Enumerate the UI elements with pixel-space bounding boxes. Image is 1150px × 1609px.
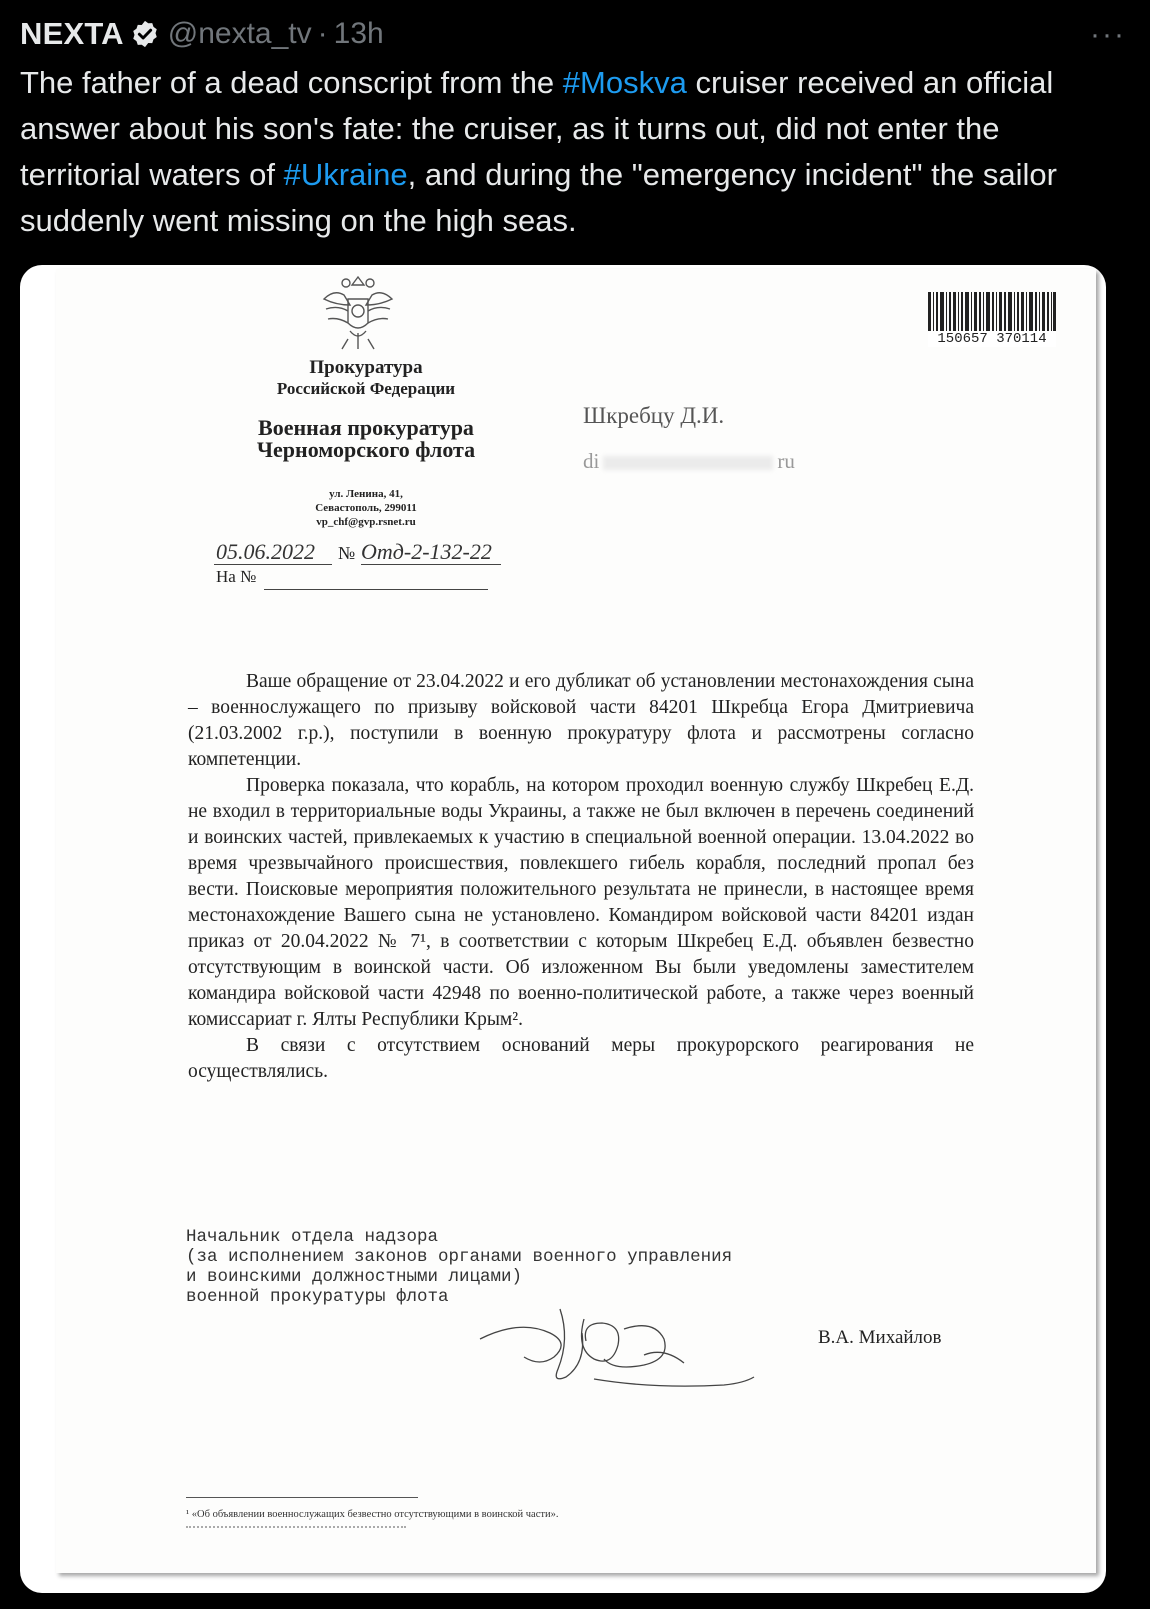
barcode-number: 150657 370114 bbox=[928, 331, 1056, 347]
tweet-time[interactable]: 13h bbox=[333, 17, 384, 50]
tweet-media-image[interactable] bbox=[20, 265, 1106, 1593]
address-email: vp_chf@gvp.rsnet.ru bbox=[316, 516, 416, 528]
footnote-divider bbox=[186, 1497, 418, 1498]
email-redacted bbox=[603, 456, 773, 470]
org-prosecutor: Прокуратура bbox=[309, 357, 423, 378]
reference-underline bbox=[264, 589, 488, 590]
author-name[interactable]: NEXTA bbox=[20, 16, 124, 51]
paragraph-3: В связи с отсутствием оснований меры прокурорского реагирования не осуществлялись. bbox=[188, 1035, 974, 1082]
email-start: di bbox=[583, 449, 600, 473]
recipient-name: Шкребцу Д.И. bbox=[583, 403, 725, 428]
email-end: ru bbox=[777, 449, 795, 473]
handwritten-number: Отд-2-132-22 bbox=[361, 539, 492, 564]
signatory-title bbox=[186, 1227, 786, 1307]
handwritten-date: 05.06.2022 bbox=[216, 539, 315, 564]
letter-body bbox=[188, 669, 974, 1085]
signer-name: В.А. Михайлов bbox=[818, 1327, 942, 1348]
signatory-line4: военной прокуратуры флота bbox=[186, 1287, 449, 1307]
org-military-prosecutor bbox=[236, 417, 496, 461]
tweet-text-part1: The father of a dead conscript from the bbox=[20, 65, 563, 100]
more-options-icon[interactable]: ··· bbox=[1090, 18, 1126, 51]
hashtag-ukraine-link[interactable]: #Ukraine bbox=[283, 157, 408, 192]
paragraph-1: Ваше обращение от 23.04.2022 и его дубликат об установлении местонахождения сына – военнослужащего по призыву войсковой части 84201 Шкребца Егора Дмитриевича (21.03.2002 г.р.), поступили в военную прокуратуру флота и рассмотрены согласно компетенции. bbox=[188, 671, 974, 770]
reference-label: На № bbox=[216, 567, 257, 586]
org-russian-federation: Российской Федерации bbox=[276, 379, 456, 398]
recipient-email bbox=[583, 449, 795, 474]
org-military-line2: Черноморского флота bbox=[256, 437, 476, 462]
coat-of-arms-emblem bbox=[318, 269, 398, 355]
signatory-line3: и воинскими должностными лицами) bbox=[186, 1267, 523, 1287]
hashtag-moskva-link[interactable]: #Moskva bbox=[562, 65, 687, 100]
separator-dot: · bbox=[317, 17, 328, 50]
footnote-cutoff-line bbox=[186, 1526, 406, 1532]
paragraph-2: Проверка показала, что корабль, на котором проходил военную службу Шкребец Е.Д. не входил в территориальные воды Украины, а также не был включен в перечень соединений и воинских частей, привлекаемых к участию в специальной военной операции. 13.04.2022 во время чрезвычайного происшествия, повлекшего гибель корабля, последний пропал без вести. Поисковые мероприятия положительного результата не принесли, в настоящее время местонахождение Вашего сына не установлено. Командиром войсковой части 84201 издан приказ от 20.04.2022 № 7¹, в соответствии с которым Шкребец Е.Д. объявлен безвестно отсутствующим в воинской части. Об изложенном Вы были уведомлены заместителем командира войсковой части 42948 по военно-политической работе, а также через военный комиссариат г. Ялты Республики Крым². bbox=[188, 775, 974, 1030]
tweet-text bbox=[20, 60, 1110, 244]
tweet-text-part3: , and during the "emergency incident" the sailor suddenly went missing on the high seas. bbox=[20, 157, 1057, 238]
signatory-line2: (за исполнением законов органами военного управления bbox=[186, 1247, 733, 1267]
org-military-line1: Военная прокуратура bbox=[258, 415, 474, 440]
tweet-text-part2: cruiser received an official answer about his son's fate: the cruiser, as it turns out, did not enter the territorial waters of bbox=[20, 65, 1054, 192]
address-street: ул. Ленина, 41, bbox=[329, 488, 403, 500]
date-underline bbox=[214, 564, 332, 565]
footnote-text: ¹ «Об объявлении военнослужащих безвестно отсутствующими в воинской части». bbox=[186, 1509, 559, 1520]
org-address bbox=[296, 487, 436, 529]
verified-badge-icon bbox=[130, 19, 160, 49]
signatory-line1: Начальник отдела надзора bbox=[186, 1227, 439, 1247]
document-page bbox=[56, 269, 1096, 1573]
handwritten-signature bbox=[474, 1299, 774, 1399]
address-city: Севастополь, 299011 bbox=[315, 502, 417, 514]
author-handle[interactable]: @nexta_tv bbox=[167, 17, 312, 50]
number-label: № bbox=[338, 543, 356, 563]
tweet-header bbox=[20, 14, 1130, 54]
number-underline bbox=[361, 564, 501, 565]
